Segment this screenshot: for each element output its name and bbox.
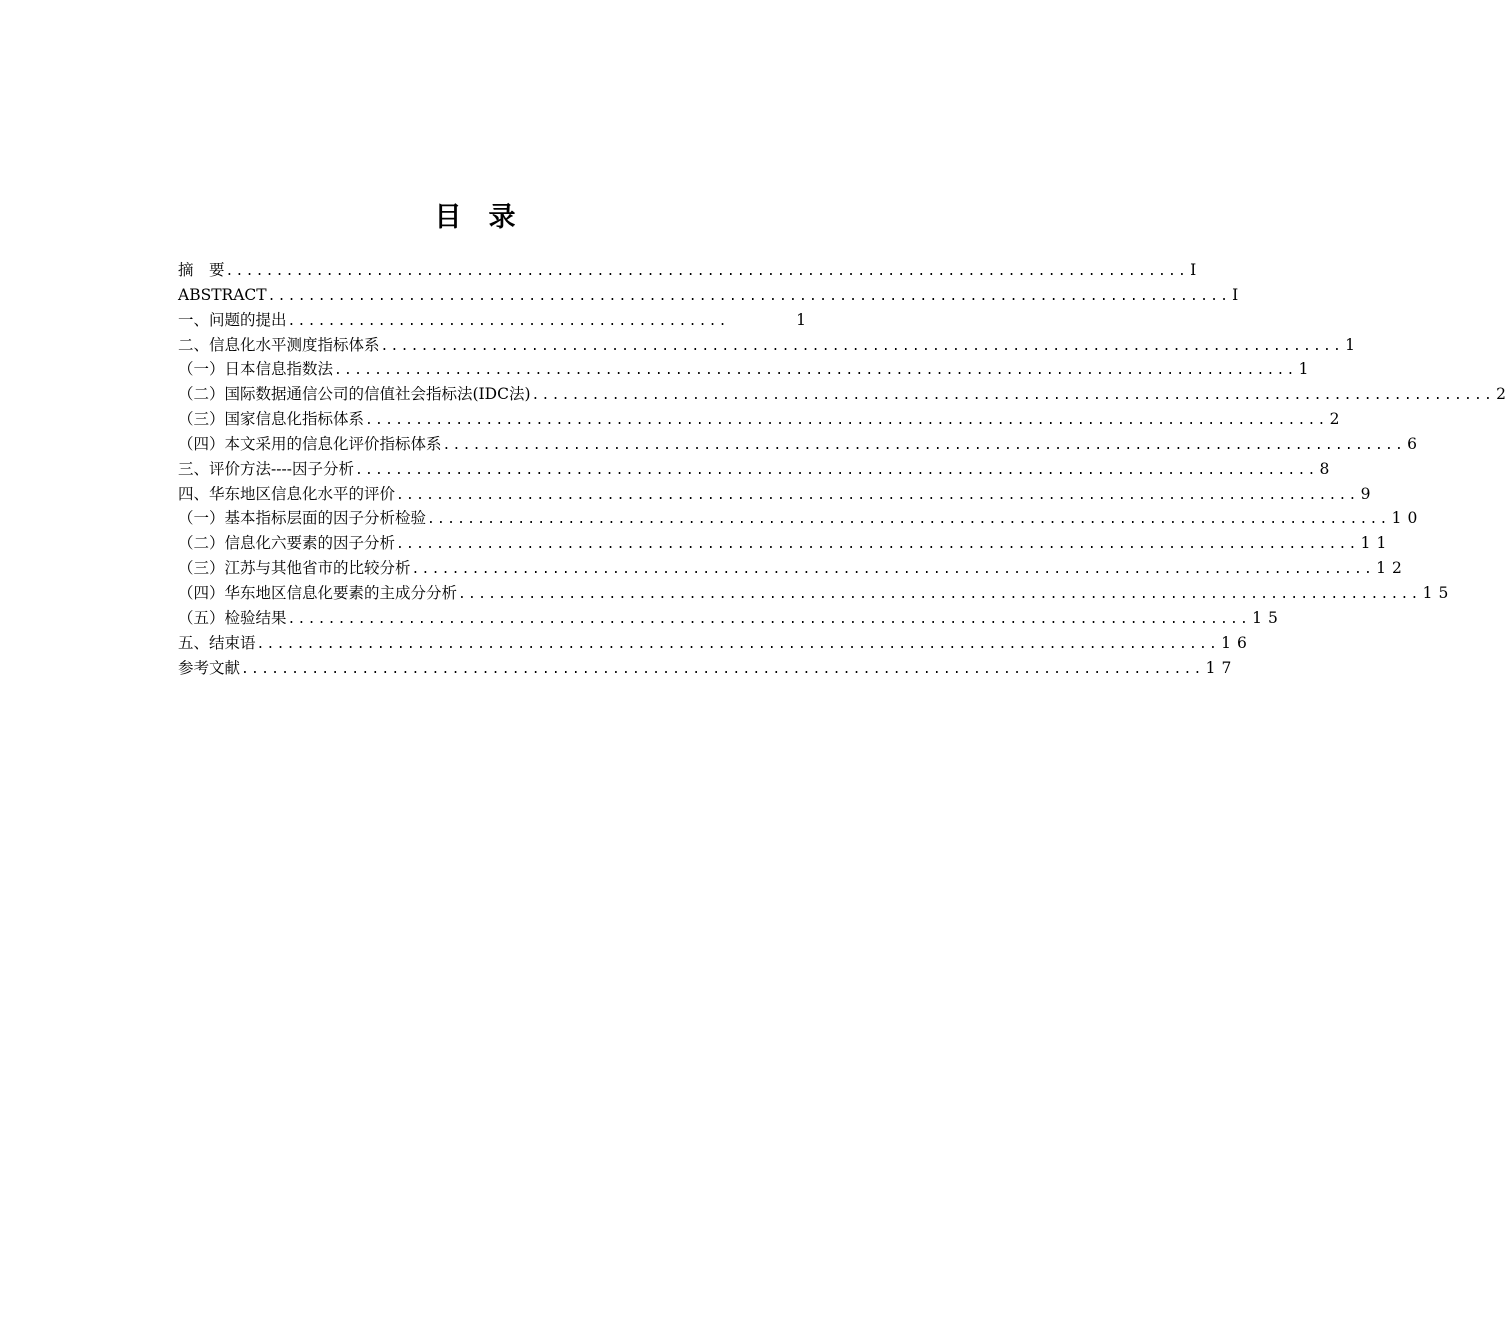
toc-entry-page: 1 [1298, 360, 1315, 379]
toc-entry-label: 四、华东地区信息化水平的评价 [178, 484, 396, 503]
toc-entry-page: I [1190, 261, 1203, 279]
toc-entry[interactable] [178, 531, 1393, 556]
toc-entry[interactable] [178, 556, 1408, 581]
toc-entry[interactable] [178, 308, 812, 333]
toc-entry-page: 15 [1422, 583, 1455, 602]
toc-entry-page: 17 [1205, 658, 1238, 677]
toc-entry[interactable] [178, 283, 1245, 308]
dot-leader: ................................................................................................ [287, 611, 1251, 627]
toc-entry-page: 9 [1360, 484, 1377, 503]
dot-leader: ................................................................................................ [396, 537, 1359, 553]
toc-entry-page: 10 [1391, 509, 1424, 528]
dot-leader: ................................................................................................ [442, 437, 1406, 453]
toc-entry-label: 参考文献 [178, 658, 241, 677]
dot-leader: ................................................................................................ [427, 512, 1390, 528]
toc-entry[interactable] [178, 656, 1238, 681]
dot-leader: ................................................................................................ [411, 562, 1375, 578]
toc-entry-label: 五、结束语 [178, 633, 256, 652]
dot-leader: ................................................................................................ [354, 462, 1318, 478]
toc-entry-page: 12 [1376, 559, 1408, 578]
toc-entry[interactable] [178, 457, 1336, 482]
page-title: 目 录 [434, 202, 516, 233]
toc-entry[interactable] [178, 631, 1253, 656]
toc-entry-page: 15 [1252, 608, 1284, 627]
toc-entry[interactable] [178, 333, 1361, 358]
dot-leader: ................................................................................................ [458, 586, 1421, 602]
toc-entry[interactable] [178, 581, 1455, 606]
dot-leader: ................................................................................................ [396, 487, 1359, 503]
toc-entry-label: （五）检验结果 [178, 608, 287, 627]
toc-entry-page: 6 [1407, 434, 1423, 453]
toc-entry-label: （二）国际数据通信公司的信值社会指标法(IDC法) [178, 385, 531, 404]
toc-entry-page: 8 [1319, 459, 1336, 478]
toc-entry[interactable] [178, 258, 1203, 283]
dot-leader: ................................................................................................ [241, 661, 1204, 677]
dot-leader: ................................................................................................ [267, 288, 1231, 304]
toc-entry-label: （一）日本信息指数法 [178, 360, 334, 379]
toc-entry-label: （三）国家信息化指标体系 [178, 410, 365, 429]
toc-entry-page: 2 [1329, 410, 1346, 429]
toc-entry[interactable] [178, 407, 1346, 432]
toc-entry-page: 16 [1221, 633, 1253, 652]
toc-entry[interactable] [178, 606, 1284, 631]
toc-entry[interactable] [178, 482, 1377, 507]
dot-leader: ................................................................................................ [256, 636, 1220, 652]
toc-entry-label: 二、信息化水平测度指标体系 [178, 335, 380, 354]
toc-entry-label: 摘 要 [178, 261, 225, 279]
toc-entry-label: （一）基本指标层面的因子分析检验 [178, 509, 427, 528]
toc-entry-label: 一、问题的提出 [178, 310, 287, 329]
toc-entry[interactable] [178, 432, 1423, 457]
toc-entry-page: 2 [1496, 385, 1512, 404]
toc-entry-page: 1 [796, 310, 812, 329]
toc-entry-label: 三、评价方法----因子分析 [178, 459, 354, 478]
dot-leader: ................................................................................................ [334, 363, 1297, 379]
toc-entry-page: I [1232, 285, 1245, 304]
toc-entry-page: 1 [1345, 335, 1361, 354]
toc-entry[interactable] [178, 382, 1512, 407]
dot-leader: ................................................................................................ [531, 388, 1495, 404]
dot-leader: ............................................ [287, 313, 729, 329]
dot-leader: ................................................................................................ [225, 264, 1189, 279]
toc-entry-label: （二）信息化六要素的因子分析 [178, 534, 396, 553]
toc-entry-label: （三）江苏与其他省市的比较分析 [178, 559, 411, 578]
toc-entry-label: （四）本文采用的信息化评价指标体系 [178, 434, 442, 453]
table-of-contents [178, 258, 1512, 680]
toc-entry-page: 11 [1360, 534, 1393, 553]
toc-entry-label: （四）华东地区信息化要素的主成分分析 [178, 583, 458, 602]
dot-leader: ................................................................................................ [380, 338, 1344, 354]
dot-leader: ................................................................................................ [365, 413, 1328, 429]
toc-entry[interactable] [178, 506, 1424, 531]
toc-entry[interactable] [178, 357, 1315, 382]
toc-entry-label: ABSTRACT [178, 285, 267, 304]
